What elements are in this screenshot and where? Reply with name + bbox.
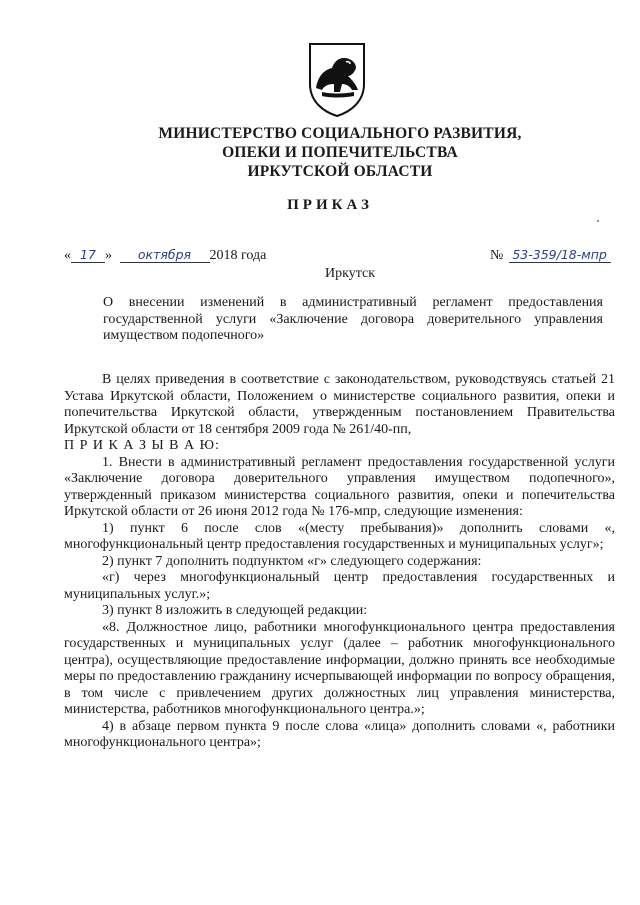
date-open-quote: « <box>64 248 71 263</box>
date-close-quote: » <box>105 248 112 263</box>
date-year: 2018 года <box>209 248 267 263</box>
date-month: октября <box>120 248 210 263</box>
order-number <box>490 248 611 264</box>
paragraph-5: 3) пункт 8 изложить в следующей редакции: <box>102 603 368 618</box>
order-subject: О внесении изменений в административный регламент предоставления государственной услуги «Заключение договора доверительного управления имуществом подопечного» <box>103 295 603 343</box>
ministry-line-3: ИРКУТСКОЙ ОБЛАСТИ <box>247 163 433 180</box>
preamble: В целях приведения в соответствие с законодательством, руководствуясь статьей 21 Устава Иркутской области, Положением о министерстве социального развития, опеки и попечительства Иркутской области, утвержденным постановлением Правительства Иркутской области от 18 сентября 2009 года № 261/40-пп, <box>64 372 615 437</box>
paragraph-7: 4) в абзаце первом пункта 9 после слова «лица» дополнить словами «, работники многофункционального центра»; <box>64 718 615 750</box>
city: Иркутск <box>324 266 376 281</box>
ministry-line-2: ОПЕКИ И ПОПЕЧИТЕЛЬСТВА <box>222 144 458 161</box>
paragraph-4: «г) через многофункциональный центр предоставления государственных и муниципальных услуг.»; <box>64 570 615 602</box>
coat-of-arms-icon <box>304 40 370 118</box>
paragraph-6: «8. Должностное лицо, работники многофункционального центра предоставления государственных и муниципальных услуг (далее – работник многофункционального центра), осуществляющие предоставление информации, должно принять все необходимые меры по предоставлению гражданину исчерпывающей информации по вопросу обращения, в том числе с привлечением других должностных лиц управления министерства, министерства, работников многофункционального центра.»; <box>64 619 615 717</box>
order-title: ПРИКАЗ <box>287 197 373 213</box>
number-prefix: № <box>490 248 504 263</box>
paragraph-2: 1) пункт 6 после слов «(месту пребывания)» дополнить словами «, многофункциональный центр предоставления государственных и муниципальных услуг»; <box>64 520 615 552</box>
date-day: 17 <box>71 248 105 263</box>
paragraph-3: 2) пункт 7 дополнить подпунктом «г» следующего содержания: <box>102 553 482 569</box>
prikazyvayu-heading: П Р И К А З Ы В А Ю: <box>64 438 220 453</box>
number-value: 53-359/18-мпр <box>509 248 611 263</box>
order-date <box>64 248 266 264</box>
ministry-line-1: МИНИСТЕРСТВО СОЦИАЛЬНОГО РАЗВИТИЯ, <box>158 125 522 142</box>
ministry-name <box>150 124 530 181</box>
order-body <box>64 372 615 752</box>
scan-speck <box>597 220 599 222</box>
paragraph-1: 1. Внести в административный регламент предоставления государственной услуги «Заключение договора доверительного управления имуществом подопечного», утвержденный приказом министерства социального развития, опеки и попечительства Иркутской области от 26 июня 2012 года № 176-мпр, следующие изменения: <box>64 454 615 519</box>
